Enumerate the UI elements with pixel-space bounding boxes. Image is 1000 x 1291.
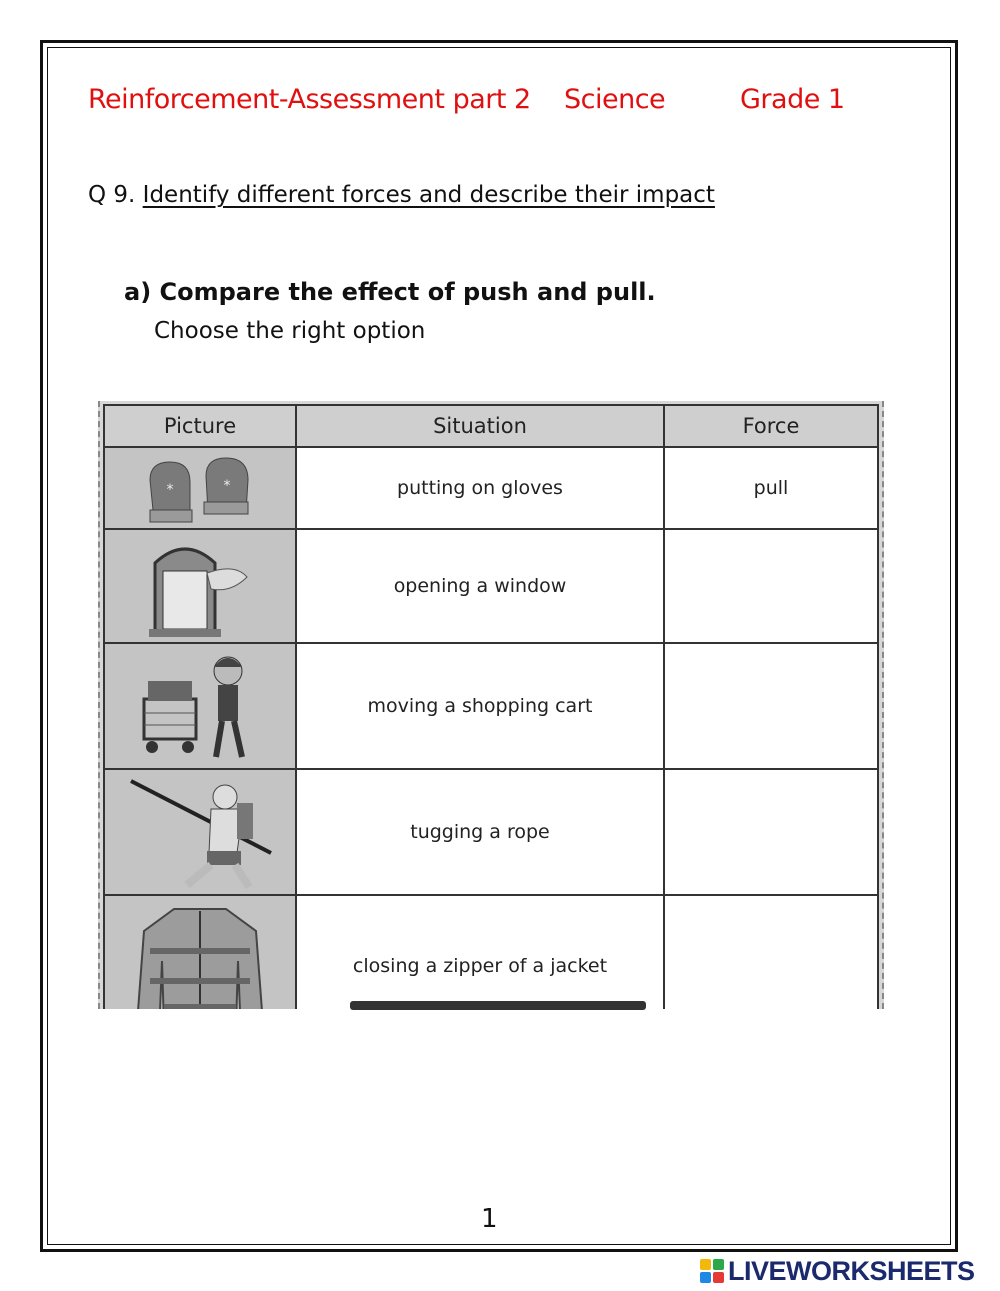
- liveworksheets-logo-icon: [700, 1259, 724, 1283]
- situation-cell: moving a shopping cart: [296, 643, 664, 769]
- liveworksheets-brand: [700, 1257, 975, 1285]
- part-a-title: a) Compare the effect of push and pull.: [124, 278, 656, 306]
- table-row: [104, 643, 878, 769]
- force-answer-cell[interactable]: [664, 895, 878, 1009]
- force-answer-cell[interactable]: [664, 769, 878, 895]
- table-header-row: [104, 405, 878, 447]
- svg-text:*: *: [223, 478, 231, 494]
- situation-cell: putting on gloves: [296, 447, 664, 529]
- question-text: Identify different forces and describe their impact: [142, 182, 715, 208]
- question-heading: [88, 182, 715, 208]
- shopping-cart-picture: [104, 643, 296, 769]
- rope-picture: [104, 769, 296, 895]
- page-number: 1: [481, 1204, 498, 1234]
- header-picture: Picture: [104, 405, 296, 447]
- subject-label: Science: [564, 84, 666, 115]
- force-answer-cell[interactable]: pull: [664, 447, 878, 529]
- header-force: Force: [664, 405, 878, 447]
- situation-cell: tugging a rope: [296, 769, 664, 895]
- jacket-picture: [104, 895, 296, 1009]
- table-row: [104, 769, 878, 895]
- brand-name: LIVEWORKSHEETS: [728, 1255, 975, 1286]
- force-answer-cell[interactable]: [664, 529, 878, 643]
- table-row: [104, 447, 878, 529]
- forces-table-image: [98, 401, 884, 1009]
- table-row: [104, 529, 878, 643]
- worksheet-title: Reinforcement-Assessment part 2: [88, 84, 531, 115]
- header-situation: Situation: [296, 405, 664, 447]
- scrollbar[interactable]: [350, 1001, 646, 1010]
- forces-table: [103, 404, 879, 1009]
- gloves-picture: [104, 447, 296, 529]
- part-a-instruction: Choose the right option: [154, 318, 426, 344]
- situation-cell: opening a window: [296, 529, 664, 643]
- table-row: [104, 895, 878, 1009]
- window-picture: [104, 529, 296, 643]
- question-number: Q 9.: [88, 182, 136, 208]
- force-answer-cell[interactable]: [664, 643, 878, 769]
- svg-text:*: *: [166, 482, 174, 498]
- grade-label: Grade 1: [740, 84, 845, 115]
- situation-cell: closing a zipper of a jacket: [296, 895, 664, 1009]
